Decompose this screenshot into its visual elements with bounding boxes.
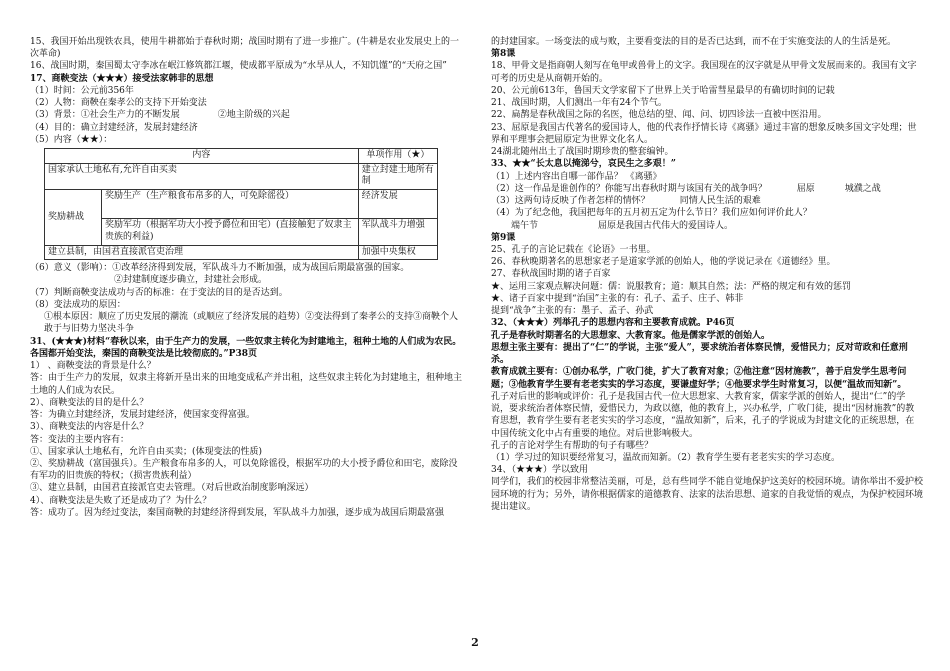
- right-column: [491, 36, 923, 513]
- q33-sub1: （1）上述内容出自哪一部作品？ 《离骚》: [491, 171, 662, 182]
- table-cell: 经济发展: [358, 190, 437, 219]
- para-18: 18、甲骨文是指商朝人刻写在龟甲或兽骨上的文字。我国现在的汉字就是从甲骨文发展而来的。我国有文字可考的历史是从商朝开始的。: [491, 61, 917, 84]
- q31-answer2: 答：为确立封建经济，发展封建经济，使国家变得富强。: [30, 410, 256, 421]
- lesson-9-heading: 第9课: [491, 232, 516, 243]
- para-24: 24湖北随州出土了战国时期珍贵的整套编钟。: [491, 147, 674, 158]
- para-16: 16、战国时期，秦国蜀太守李冰在岷江修筑都江堰，使成都平原成为“水旱从人，不知饥馑”的“天府之国”: [30, 61, 447, 72]
- para-23: 23、屈原是我国古代著名的爱国诗人，他的代表作抒情长诗《离骚》通过丰富的想象反映多国文字处理；世界和平理事会把屈原定为世界文化名人。: [491, 122, 917, 145]
- table-header-row: [45, 149, 438, 164]
- heading-shang-yang-reform: 17、商鞅变法（★★★）接受法家韩非的思想: [30, 73, 214, 84]
- reform-purpose: （4）目的：确立封建经济，发展封建经济: [30, 122, 198, 133]
- lesson-8-heading: 第8课: [491, 49, 516, 60]
- reform-time: （1）时间：公元前356年: [30, 85, 134, 96]
- table-cell: 加强中央集权: [358, 245, 437, 260]
- q31-sub2: 2）、商鞅变法的目的是什么？: [30, 397, 149, 408]
- q33-sub3: （3）这两句诗反映了作者怎样的情怀？ 同情人民生活的艰难: [491, 196, 761, 207]
- para-26: 26、春秋晚期著名的思想家老子是道家学派的创始人，他的学说记录在《道德经》里。: [491, 257, 836, 268]
- para-15: 15、我国开始出现铁农具，使用牛耕都始于春秋时期；战国时期有了进一步推广。(牛耕是农业发展史上的一次革命): [30, 37, 459, 60]
- q31-sub1: 1） 、商鞅变法的背景是什么？: [30, 361, 156, 372]
- q31-sub3: 3）、商鞅变法的内容是什么？: [30, 422, 149, 433]
- reform-significance-2: ②封建制度逐步确立，封建社会形成。: [114, 275, 268, 286]
- reform-person: （2）人物：商鞅在秦孝公的支持下开始变法: [30, 98, 207, 109]
- para-20: 20、公元前613年，鲁国天文学家留下了世界上关于哈雷彗星最早的有确切时间的记载: [491, 85, 835, 96]
- table-cell: 军队战斗力增强: [358, 219, 437, 245]
- table-cell: 国家承认土地私有,允许自由买卖: [45, 163, 359, 189]
- table-header-content: 内容: [45, 149, 359, 164]
- table-cell: 建立县制，由国君直接派官吏治理: [45, 245, 359, 260]
- question-33: 33、★★“长太息以掩涕兮，哀民生之多艰！”: [491, 159, 676, 170]
- q31-answer1: 答：由于生产力的发展，奴隶主将新开垦出来的田地变成私产并出租，这些奴隶主转化为封建地主，租种地主土地的人们成为农民。: [30, 373, 463, 396]
- table-cell: 奖励军功（根据军功大小授予爵位和田宅）(直接触犯了奴隶主贵族的利益): [102, 219, 359, 245]
- reform-background: （3）背景：①社会生产力的不断发展 ②地主阶级的兴起: [30, 110, 290, 121]
- confucius-influence: 孔子对后世的影响或评价：孔子是我国古代一位大思想家、大教育家，儒家学派的创始人，提出“仁”的学说，要求统治者体察民情，爱惜民力，为政以德，他的教育上，兴办私学，广收门徒，提出“因材施教”的教育思想，教育学生要有老老实实的学习态度，“温故知新”，后来，孔子的学说成为封建文化的正统思想，在中国传统文化中占有重要的地位。对后世影响极大。: [491, 391, 915, 439]
- q34-text: 同学们，我们的校园非常整洁美丽，可是，总有些同学不能自觉地保护这美好的校园环境。请你举出不爱护校园环境的行为；另外，请你根据儒家的道德教育、法家的法治思想、道家的自我觉悟的观点，为保护校园环境提出建议。: [491, 477, 924, 512]
- table-group-label: 奖励耕战: [45, 190, 102, 245]
- reform-success-reasons-label: （8）变法成功的原因：: [30, 299, 126, 310]
- confucius-quotes-answer: （1）学习过的知识要经常复习，温故而知新。（2）教育学生要有老老实实的学习态度。: [491, 452, 840, 463]
- table-row: [45, 163, 438, 189]
- table-cell: 奖励生产（生产粮食布帛多的人，可免除徭役）: [102, 190, 359, 219]
- q33-sub2: （2）这一作品是谁创作的？你能写出春秋时期与该国有关的战争吗？ 屈原 城濮之战: [491, 183, 881, 194]
- q31-sub4: 4）、商鞅变法是失败了还是成功了？为什么？: [30, 495, 212, 506]
- q31-answer4: 答：成功了。因为经过变法，秦国商鞅的封建经济得到发展，军队战斗力加强，逐步成为战国后期最富强: [30, 507, 445, 518]
- table-row: [45, 219, 438, 245]
- confucius-education: 教育成就主要有：①创办私学，广收门徒，扩大了教育对象；②他注意“因材施教”，善于启发学生思考问题；③他教育学生要有老老实实的学习态度，要谦虚好学；④他要求学生时常复习，以便“温故而知新”。: [491, 367, 907, 390]
- star-point-1: ★、运用三家观点解决问题：儒：说服教育；道：顺其自然；法：严格的规定和有效的惩罚: [491, 281, 852, 292]
- para-21: 21、战国时期，人们测出一年有24个节气。: [491, 98, 667, 109]
- reform-significance: （6）意义（影响）：①改革经济得到发展，军队战斗力不断加强，成为战国后期最富强的国家。: [30, 263, 410, 274]
- reform-content-label: （5）内容（★★）：: [30, 134, 113, 145]
- reform-success-reasons: ①根本原因：顺应了历史发展的潮流（或顺应了经济发展的趋势）②变法得到了秦孝公的支持③商鞅个人敢于与旧势力坚决斗争: [44, 312, 459, 335]
- table-row: [45, 245, 438, 260]
- table-header-effect: 单项作用（★）: [358, 149, 437, 164]
- q31-answer3-item2: ②、奖励耕战（富国强兵）。生产粮食布帛多的人，可以免除徭役，根据军功的大小授予爵位和田宅，废除没有军功的旧贵族的特权；（损害贵族利益）: [30, 458, 458, 482]
- para-22: 22、扁鹊是春秋战国之际的名医，他总结的望、闻、问、切四诊法一直被中医沿用。: [491, 110, 827, 121]
- q33-answer4: 端午节 屈原是我国古代伟大的爱国诗人。: [511, 220, 734, 231]
- q31-answer3-item1: ①、国家承认土地私有，允许自由买卖；(体现变法的性质): [30, 446, 263, 457]
- question-31-material: 31、(★★★)材料“春秋以来，由于生产力的发展，一些奴隶主转化为封建地主，租种土地的人们成为农民。各国都开始变法，秦国的商鞅变法是比较彻底的。”P38页: [30, 336, 462, 359]
- q31-answer4-cont: 的封建国家。一场变法的成与败，主要看变法的目的是否已达到，而不在于实施变法的人的生活是死。: [491, 37, 897, 47]
- left-column: [30, 36, 464, 519]
- para-25: 25、孔子的言论记载在《论语》一书里。: [491, 244, 656, 255]
- question-32: 32、（★★★）列举孔子的思想内容和主要教育成就。P46页: [491, 318, 735, 329]
- q31-answer3-item3: ③、建立县制，由国君直接派官吏去管理。（对后世政治制度影响深远）: [30, 483, 314, 494]
- para-27: 27、春秋战国时期的诸子百家: [491, 269, 611, 280]
- confucius-quotes-question: 孔子的言论对学生有帮助的句子有哪些？: [491, 440, 654, 451]
- table-cell: 建立封建土地所有制: [358, 163, 437, 189]
- page-number: 2: [471, 636, 479, 649]
- war-advocates: 提到“战争”主张的有：墨子、孟子、孙武: [491, 306, 654, 317]
- confucius-intro: 孔子是春秋时期著名的大思想家、大教育家。他是儒家学派的创始人。: [491, 330, 771, 341]
- star-point-2: ★、诸子百家中提到“治国”主张的有：孔子、孟子、庄子、韩非: [491, 293, 744, 304]
- reform-criterion: （7）判断商鞅变法成功与否的标准：在于变法的目的是否达到。: [30, 287, 288, 298]
- confucius-thought: 思想主张主要有：提出了“仁”的学说，主张“爱人”，要求统治者体察民情，爱惜民力；反对苛政和任意刑杀。: [491, 342, 908, 366]
- q33-sub4: （4）为了纪念他，我国把每年的五月初五定为什么节日？我们应如何评价此人？: [491, 208, 812, 219]
- reform-content-table: [44, 148, 438, 260]
- question-34: 34、（★★★）学以致用: [491, 465, 588, 476]
- table-row: [45, 190, 438, 219]
- q31-answer3-intro: 答：变法的主要内容有：: [30, 434, 130, 445]
